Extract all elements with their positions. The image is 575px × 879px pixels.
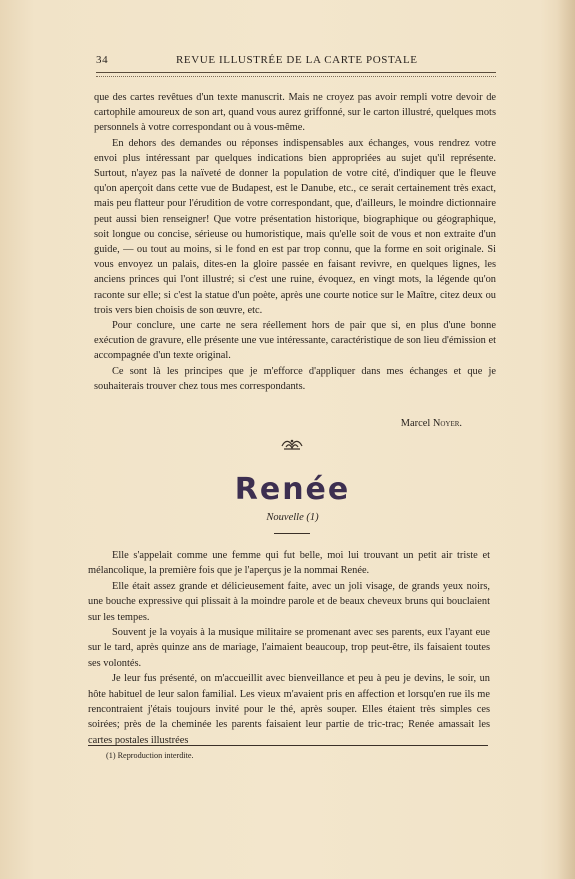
author-last-name: Noyer. <box>432 418 462 429</box>
title-rule <box>274 533 310 534</box>
story-paragraph: Je leur fus présenté, on m'accueillit avec bienveillance et peu à peu je devins, le soir, un hôte habituel de leur salon familial. Les vieux m'avaient pris en affection et lorsqu'en rue ils me rencontraient j'étais toujours invité pour le thé, après souper. Elles étaient très simples ces soirées; près de la cheminée les parents faisaient leur partie de tric-trac; Renée amassait les cartes postales illustrées <box>88 673 490 746</box>
article-paragraph: Ce sont là les principes que je m'efforce d'appliquer dans mes échanges et que je souhaiterais trouver chez tous mes correspondants. <box>94 365 496 392</box>
author-first-name: Marcel <box>400 418 431 429</box>
article-body <box>94 90 496 394</box>
author-signature <box>300 418 462 429</box>
article-paragraph: En dehors des demandes ou réponses indispensables aux échanges, vous rendrez votre envoi plus intéressant par quelques indications bien appropriées au sujet qu'il représente. Surtout, n'ayez pas la naïveté de donner la population de votre cité, d'indiquer que le fleuve qu'on aperçoit dans cette vue de Budapest, est le Danube, etc., ce serait certainement très exact, mais peu flatteur pour l'érudition de votre correspondant, que, d'ailleurs, le moindre dictionnaire peut aussi bien renseigner! Que votre présentation historique, biographique ou géographique, soit longue ou concise, sérieuse ou humoristique, mais qu'elle soit de vous et non extraite d'un guide, — ou tout au moins, si le fond en est par trop connu, que la forme en soit originale. Si vous envoyez un palais, dites-en la gloire passée en faisant revivre, en quelques lignes, les anciens princes qui l'ont illustré; si c'est une ruine, évoquez, en vingt mots, la légende qu'on raconte sur elle; si c'est la statue d'un poète, après une courte notice sur le Maître, citez deux ou trois vers bien choisis de son œuvre, etc. <box>94 137 496 316</box>
page-edge-shadow <box>557 0 575 879</box>
story-paragraph: Souvent je la voyais à la musique militaire se promenant avec ses parents, eux l'ayant eue sur le tard, après quinze ans de mariage, l'aimaient beaucoup, trop peut-être, ils faisaient toutes ses volontés. <box>88 627 490 669</box>
footnote: (1) Reproduction interdite. <box>106 751 194 760</box>
footnote-rule <box>88 745 488 746</box>
story-paragraph: Elle s'appelait comme une femme qui fut belle, moi lui trouvant un petit air triste et mélancolique, la première fois que je l'aperçus je la nommai Renée. <box>88 550 490 577</box>
fleuron-ornament-icon <box>280 437 304 451</box>
article-paragraph: que des cartes revêtues d'un texte manuscrit. Mais ne croyez pas avoir rempli votre devoir de cartophile amoureux de son art, quand vous aurez griffonné, sur le carton illustré, quelques mots personnels à votre correspondant ou à vous-même. <box>94 92 496 134</box>
story-title: Renée <box>234 472 351 507</box>
page-number: 34 <box>96 54 109 66</box>
header-rule <box>96 72 496 77</box>
story-paragraph: Elle était assez grande et délicieusement faite, avec un joli visage, de grands yeux noirs, une bouche expressive qui plissait à la moindre parole et de beaux cheveux bruns qui bouclaient sur les tempes. <box>88 580 490 623</box>
running-header <box>96 54 496 70</box>
running-title: REVUE ILLUSTRÉE DE LA CARTE POSTALE <box>176 54 418 66</box>
story-subtitle: Nouvelle (1) <box>266 512 319 523</box>
article-paragraph: Pour conclure, une carte ne sera réellement hors de pair que si, en plus d'une bonne exécution de gravure, elle présente une vue intéressante, caractéristique de son lieu d'émission et accompagnée d'un texte original. <box>94 320 496 362</box>
story-body <box>88 548 490 748</box>
